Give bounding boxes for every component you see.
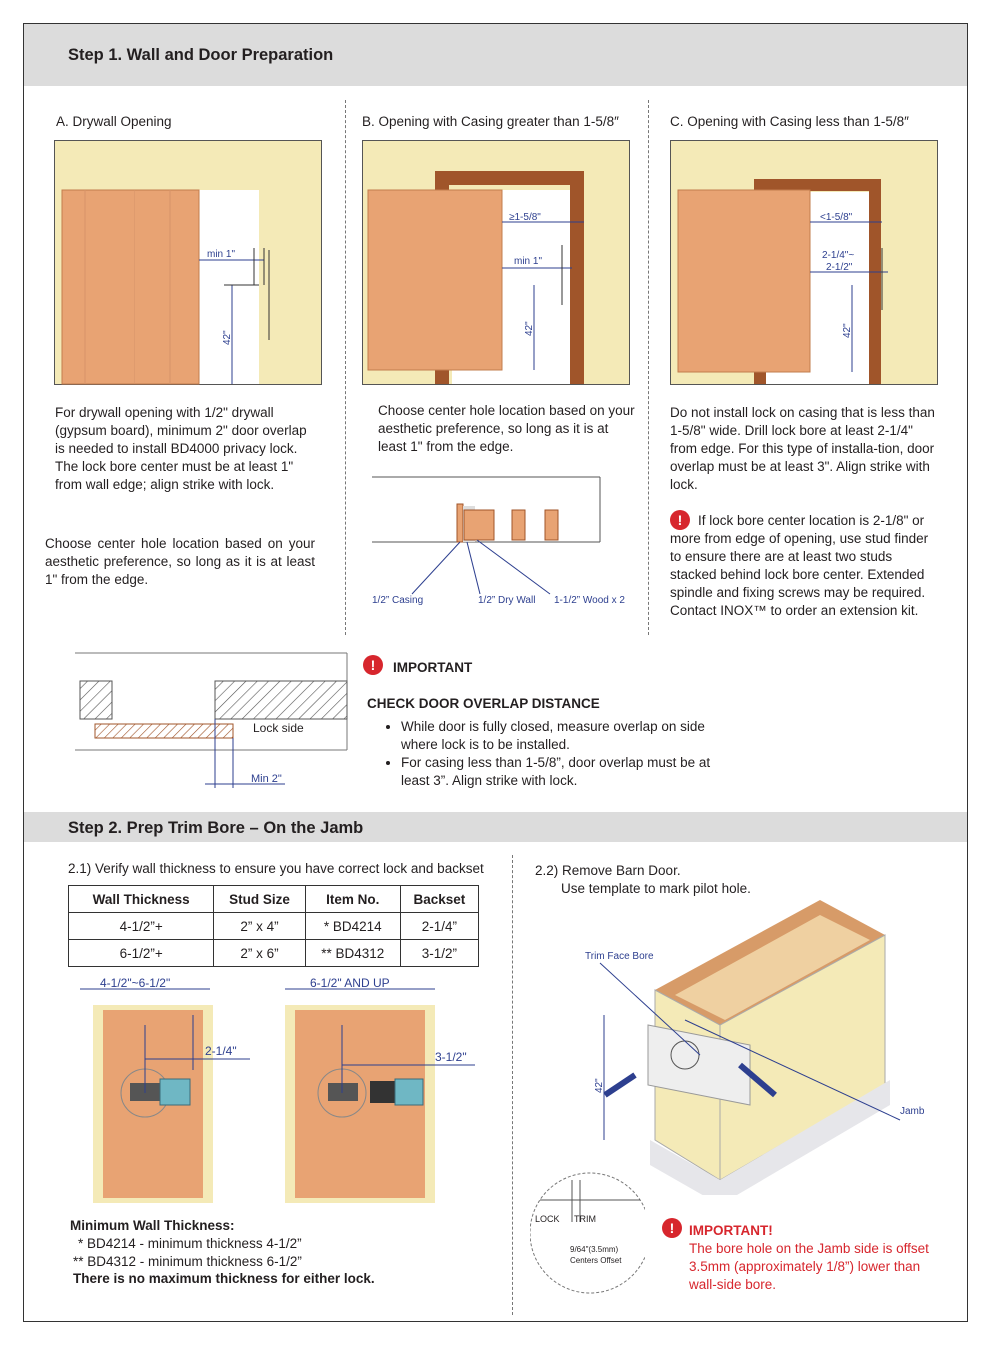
table-header-row xyxy=(69,886,479,913)
dim-casing: <1-5/8" xyxy=(820,212,853,223)
remove-line1: 2.2) Remove Barn Door. xyxy=(535,863,681,878)
jamb-bore-diagram xyxy=(540,895,940,1195)
table-row xyxy=(69,913,479,940)
dim-range-2: 2-1/2" xyxy=(826,262,853,273)
label-wood: 1-1/2” Wood x 2 xyxy=(554,595,625,606)
section-a-text2: Choose center hole location based on your aesthetic preference, so long as it is at least 1" from the edge. xyxy=(45,536,315,587)
table-cell: ** BD4312 xyxy=(305,940,400,967)
important2-label: IMPORTANT! xyxy=(689,1223,773,1238)
dim-height: 42" xyxy=(842,323,853,338)
range-label: 6-1/2" AND UP xyxy=(310,976,390,990)
table-cell: 3-1/2” xyxy=(400,940,478,967)
dim-min: min 1" xyxy=(514,256,543,267)
label-min: Min 2" xyxy=(251,773,282,785)
step2-title: Step 2. Prep Trim Bore – On the Jamb xyxy=(68,819,364,837)
range-label: 4-1/2"~6-1/2" xyxy=(100,976,171,990)
table-row xyxy=(69,940,479,967)
step2-header xyxy=(24,812,967,842)
column-divider xyxy=(512,855,513,1315)
exclamation-icon: ! xyxy=(363,655,383,675)
step1-header xyxy=(24,24,967,86)
casing-less-diagram xyxy=(670,140,938,385)
section-c-heading: C. Opening with Casing less than 1-5/8″ xyxy=(670,114,909,129)
table-cell: 4-1/2”+ xyxy=(69,913,214,940)
exclamation-icon: ! xyxy=(670,510,690,530)
label-offset-2: Centers Offset xyxy=(570,1256,622,1265)
table-cell: 6-1/2”+ xyxy=(69,940,214,967)
important-badge xyxy=(363,655,383,675)
table-cell: * BD4214 xyxy=(305,913,400,940)
dim-casing: ≥1-5/8" xyxy=(509,212,541,223)
casing-greater-diagram xyxy=(362,140,630,385)
section-a-text: For drywall opening with 1/2" drywall (gypsum board), minimum 2" door overlap is needed to install BD4000 privacy lock. The lock bore center must be at least 1" from wall edge; align strike with lock. xyxy=(55,405,307,492)
column-divider xyxy=(648,100,649,635)
label-trim-face-bore: Trim Face Bore xyxy=(585,951,654,962)
wall-thickness-diagram-1 xyxy=(75,975,265,1205)
section-b-heading: B. Opening with Casing greater than 1-5/8″ xyxy=(362,114,619,129)
list-item: • While door is fully closed, measure overlap on side where lock is to be installed. xyxy=(401,718,731,754)
dim-height: 42" xyxy=(524,321,535,336)
important-badge-2 xyxy=(662,1218,682,1238)
min-wall-heading: Minimum Wall Thickness: xyxy=(70,1218,235,1233)
min-wall-line1: * BD4214 - minimum thickness 4-1/2” xyxy=(78,1236,302,1251)
table-cell: 2” x 6” xyxy=(214,940,306,967)
label-drywall: 1/2” Dry Wall xyxy=(478,595,536,606)
label-trim: TRIM xyxy=(574,1214,596,1224)
table-header: Stud Size xyxy=(214,886,306,913)
casing-section-diagram xyxy=(372,472,634,612)
exclamation-icon: ! xyxy=(662,1218,682,1238)
label-offset-1: 9/64"(3.5mm) xyxy=(570,1245,619,1254)
dim-range-1: 2-1/4"~ xyxy=(822,250,855,261)
column-divider xyxy=(345,100,346,635)
table-cell: 2” x 4” xyxy=(214,913,306,940)
backset-label: 3-1/2" xyxy=(435,1050,467,1064)
offset-detail-diagram xyxy=(530,1160,645,1315)
drywall-opening-diagram xyxy=(54,140,322,385)
important2-text: The bore hole on the Jamb side is offset 3.5mm (approximately 1/8”) lower than wall-side bore. xyxy=(689,1241,929,1292)
dim-height: 42" xyxy=(222,330,233,345)
section-c-text: Do not install lock on casing that is less than 1-5/8" wide. Drill lock bore at least 2-1/4" from edge. For this type of installa-tion, door overlap must be at least 3". Align strike with lock. xyxy=(670,405,935,492)
section-b-text: Choose center hole location based on your aesthetic preference, so long as it is at least 1" from the edge. xyxy=(378,403,635,454)
dim-min: min 1" xyxy=(207,249,236,260)
section-a-heading: A. Drywall Opening xyxy=(56,114,172,129)
section-c-warning: If lock bore center location is 2-1/8" or more from edge of opening, use stud finder to ensure there are at least two studs stacked behind lock bore center. Extended spindle and fixing screws may be required. Contact INOX™ to order an extension kit. xyxy=(670,513,929,618)
important-list xyxy=(367,718,731,790)
remove-line2: Use template to mark pilot hole. xyxy=(561,881,751,896)
backset-label: 2-1/4" xyxy=(205,1044,237,1058)
table-header: Item No. xyxy=(305,886,400,913)
overlap-diagram xyxy=(75,648,350,793)
table-header: Backset xyxy=(400,886,478,913)
label-lock: LOCK xyxy=(535,1214,560,1224)
important-label: IMPORTANT xyxy=(393,660,473,675)
important-heading: CHECK DOOR OVERLAP DISTANCE xyxy=(367,696,600,711)
wall-thickness-diagram-2 xyxy=(280,975,480,1205)
table-header: Wall Thickness xyxy=(69,886,214,913)
min-wall-line2: ** BD4312 - minimum thickness 6-1/2” xyxy=(73,1254,302,1269)
step1-title: Step 1. Wall and Door Preparation xyxy=(68,46,334,64)
verify-text: 2.1) Verify wall thickness to ensure you have correct lock and backset xyxy=(68,861,484,876)
table-cell: 2-1/4” xyxy=(400,913,478,940)
min-wall-line3: There is no maximum thickness for either lock. xyxy=(73,1271,375,1286)
label-lock-side: Lock side xyxy=(253,721,304,735)
label-height: 42" xyxy=(594,1078,605,1093)
list-item: • For casing less than 1-5/8”, door overlap must be at least 3”. Align strike with lock. xyxy=(401,754,731,790)
spec-table xyxy=(68,885,479,967)
label-casing: 1/2” Casing xyxy=(372,595,424,606)
label-jamb: Jamb xyxy=(900,1106,925,1117)
